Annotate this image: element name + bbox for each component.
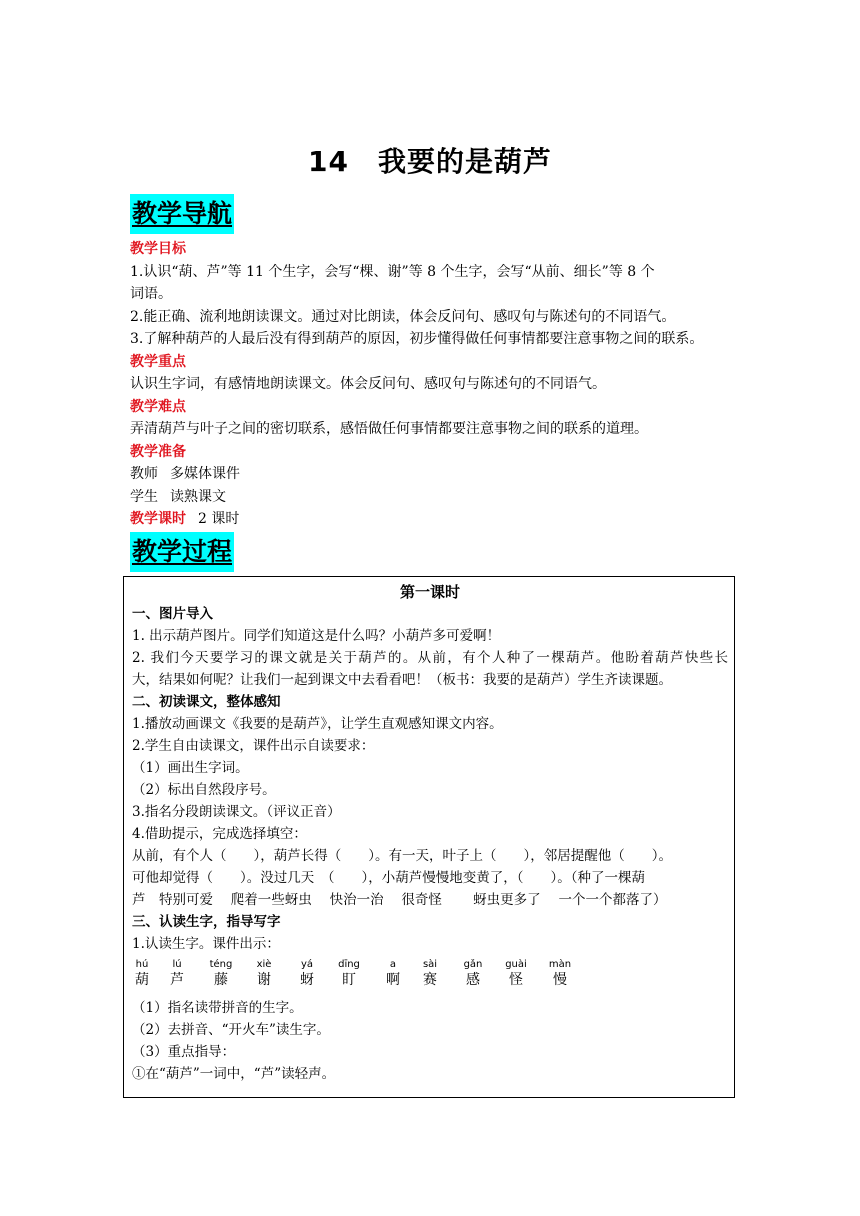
section-3-line: （1）指名读带拼音的生字。 (132, 1000, 303, 1016)
class-hours-value: 2 课时 (198, 511, 240, 527)
pinyin-char: gǎn 感 (463, 959, 483, 988)
section-2-title: 二、初读课文，整体感知 (132, 694, 281, 710)
section-3-line: （2）去拼音、“开火车”读生字。 (132, 1022, 330, 1038)
section-1-title: 一、图片导入 (132, 606, 213, 622)
prep-teacher-item: 多媒体课件 (170, 466, 240, 482)
teaching-guide-heading: 教学导航 (130, 194, 234, 234)
fill-blank-line: 可他却觉得（ ）。没过几天 （ ），小葫芦慢慢地变黄了，（ ）。（种了一棵葫 (132, 870, 645, 886)
goal-line-4: 3.了解种葫芦的人最后没有得到葫芦的原因，初步懂得做任何事情都要注意事物之间的联系。 (130, 331, 704, 347)
key-point-text: 认识生字词，有感情地朗读课文。体会反问句、感叹句与陈述句的不同语气。 (130, 376, 606, 392)
difficulty-label: 教学难点 (130, 398, 186, 415)
fill-blank-line: 从前，有个人（ ），葫芦长得（ ）。有一天，叶子上（ ），邻居提醒他（ ）。 (132, 848, 672, 864)
pinyin-char: guài 怪 (505, 959, 527, 988)
difficulty-text: 弄清葫芦与叶子之间的密切联系，感悟做任何事情都要注意事物之间的联系的道理。 (130, 421, 648, 437)
page-title: 14 我要的是葫芦 (308, 145, 552, 178)
class-hours-line (130, 508, 750, 531)
section-2-line: （1）画出生字词。 (132, 760, 249, 776)
fill-blank-options: 芦 特别可爱 爬着一些蚜虫 快治一治 很奇怪 蚜虫更多了 一个一个都落了） (132, 892, 667, 908)
section-3-title: 三、认读生字，指导写字 (132, 914, 281, 930)
prep-teacher-line (130, 463, 750, 486)
key-point-label: 教学重点 (130, 353, 186, 370)
pinyin-char: sài 赛 (422, 959, 438, 988)
section-3-line: 1.认读生字。课件出示： (132, 936, 280, 952)
pinyin-char: téng 藤 (209, 959, 233, 988)
class-hours-label: 教学课时 (130, 511, 186, 527)
goal-line-2: 词语。 (130, 286, 172, 302)
pinyin-char: hú 葫 (135, 959, 149, 988)
prep-student-item: 读熟课文 (170, 488, 226, 505)
section-1-line: 2. 我们今天要学习的课文就是关于葫芦的。从前，有个人种了一棵葫芦。他盼着葫芦快些长 (132, 650, 728, 666)
pinyin-char: dīng 盯 (338, 959, 360, 988)
section-2-line: 1.播放动画课文《我要的是葫芦》，让学生直观感知课文内容。 (132, 716, 503, 732)
prep-student-role: 学生 (130, 488, 158, 505)
section-1-line: 1. 出示葫芦图片。同学们知道这是什么吗？小葫芦多可爱啊！ (132, 628, 501, 644)
goal-line-3: 2.能正确、流利地朗读课文。通过对比朗读，体会反问句、感叹句与陈述句的不同语气。 (130, 308, 676, 325)
section-2-line: （2）标出自然段序号。 (132, 782, 276, 798)
lesson-plan-table (123, 576, 735, 1098)
teaching-process-heading: 教学过程 (130, 532, 234, 572)
section-2-line: 3.指名分段朗读课文。（评议正音） (132, 804, 341, 820)
pinyin-char: màn 慢 (548, 959, 572, 988)
pinyin-character-row (132, 959, 728, 997)
lesson-title: 第一课时 (399, 583, 460, 601)
pinyin-char: xiè 谢 (256, 959, 272, 988)
section-1-line: 大，结果如何呢？让我们一起到课文中去看看吧！（板书：我要的是葫芦）学生齐读课题。 (132, 672, 672, 688)
section-3-line: （3）重点指导： (132, 1044, 236, 1060)
section-3-line: ①在“葫芦”一词中，“芦”读轻声。 (132, 1066, 336, 1082)
prep-teacher-role: 教师 (130, 466, 158, 482)
pinyin-char: lú 芦 (170, 959, 184, 988)
goal-label: 教学目标 (130, 241, 186, 257)
pinyin-char: a 啊 (386, 959, 400, 988)
goal-line-1: 1.认识“葫、芦”等 11 个生字，会写“棵、谢”等 8 个生字，会写“从前、细长”等 8 个 (130, 263, 655, 280)
preparation-label: 教学准备 (130, 443, 186, 460)
teaching-guide-section (130, 238, 750, 531)
pinyin-char: yá 蚜 (300, 959, 314, 988)
section-2-line: 2.学生自由读课文，课件出示自读要求： (132, 738, 375, 754)
section-2-line: 4.借助提示，完成选择填空： (132, 826, 307, 842)
prep-student-line (130, 486, 750, 509)
